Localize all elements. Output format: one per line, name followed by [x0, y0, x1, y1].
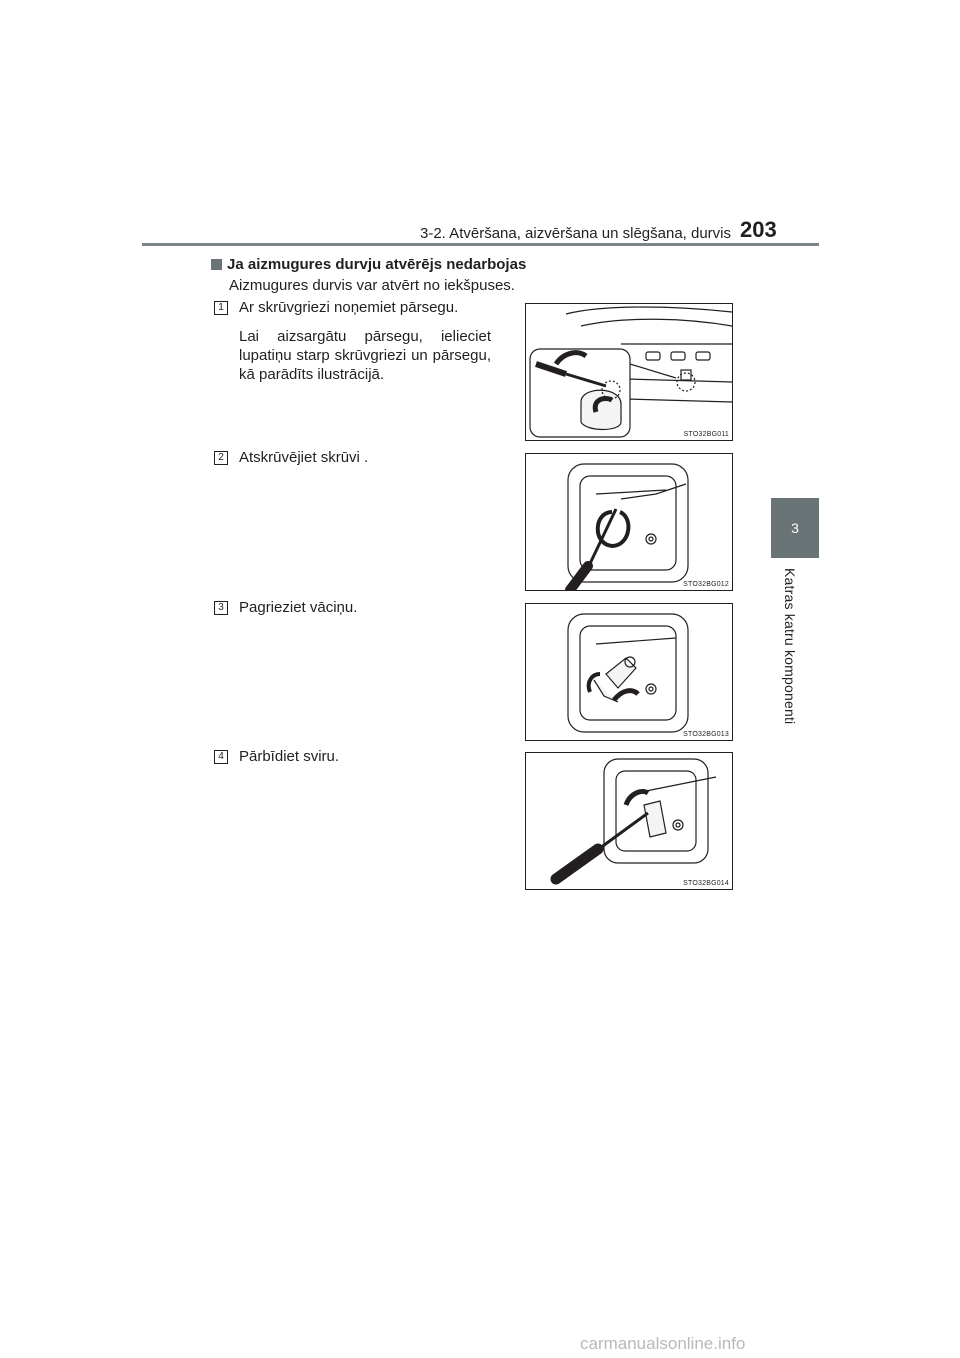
running-header-title: 3-2. Atvēršana, aizvēršana un slēgšana, durvis: [420, 225, 732, 242]
chapter-side-label: Katras katru komponenti: [782, 568, 798, 725]
page-number: 203: [740, 217, 777, 242]
step-4-text: Pārbīdiet sviru.: [239, 748, 340, 765]
chapter-tab: [771, 498, 819, 558]
figure-step-4-drawing: [526, 753, 732, 889]
step-3-text: Pagrieziet vāciņu.: [239, 599, 358, 616]
section-heading-text: Ja aizmugures durvju atvērējs nedarbojas: [227, 256, 527, 273]
step-number-2: 2: [214, 451, 228, 465]
figure-code-1: STO32BG011: [683, 431, 729, 438]
step-1-text-block: [239, 298, 491, 394]
figure-code-2: STO32BG012: [683, 581, 729, 588]
step-1-note: Lai aizsargātu pārsegu, ielieciet lupatiņu starp skrūvgriezi un pārsegu, kā parādīts ilustrācijā.: [239, 328, 491, 383]
figure-step-3: [525, 603, 733, 741]
step-1-text: Ar skrūvgriezi noņemiet pārsegu.: [239, 299, 459, 316]
step-2-text: Atskrūvējiet skrūvi .: [239, 449, 369, 466]
step-number-4: 4: [214, 750, 228, 764]
watermark: carmanualsonline.info: [580, 1334, 746, 1353]
chapter-number: 3: [791, 520, 799, 536]
figure-code-3: STO32BG013: [683, 731, 729, 738]
square-bullet-icon: [211, 259, 222, 270]
figure-step-2-drawing: [526, 454, 732, 590]
header-rule: [142, 243, 819, 246]
figure-code-4: STO32BG014: [683, 880, 729, 887]
figure-step-3-drawing: [526, 604, 732, 740]
step-number-3: 3: [214, 601, 228, 615]
section-intro: Aizmugures durvis var atvērt no iekšpuses.: [229, 277, 515, 294]
figure-step-1: [525, 303, 733, 441]
step-number-1: 1: [214, 301, 228, 315]
figure-step-2: [525, 453, 733, 591]
section-heading: [211, 256, 526, 273]
figure-step-1-drawing: [526, 304, 732, 440]
figure-step-4: [525, 752, 733, 890]
